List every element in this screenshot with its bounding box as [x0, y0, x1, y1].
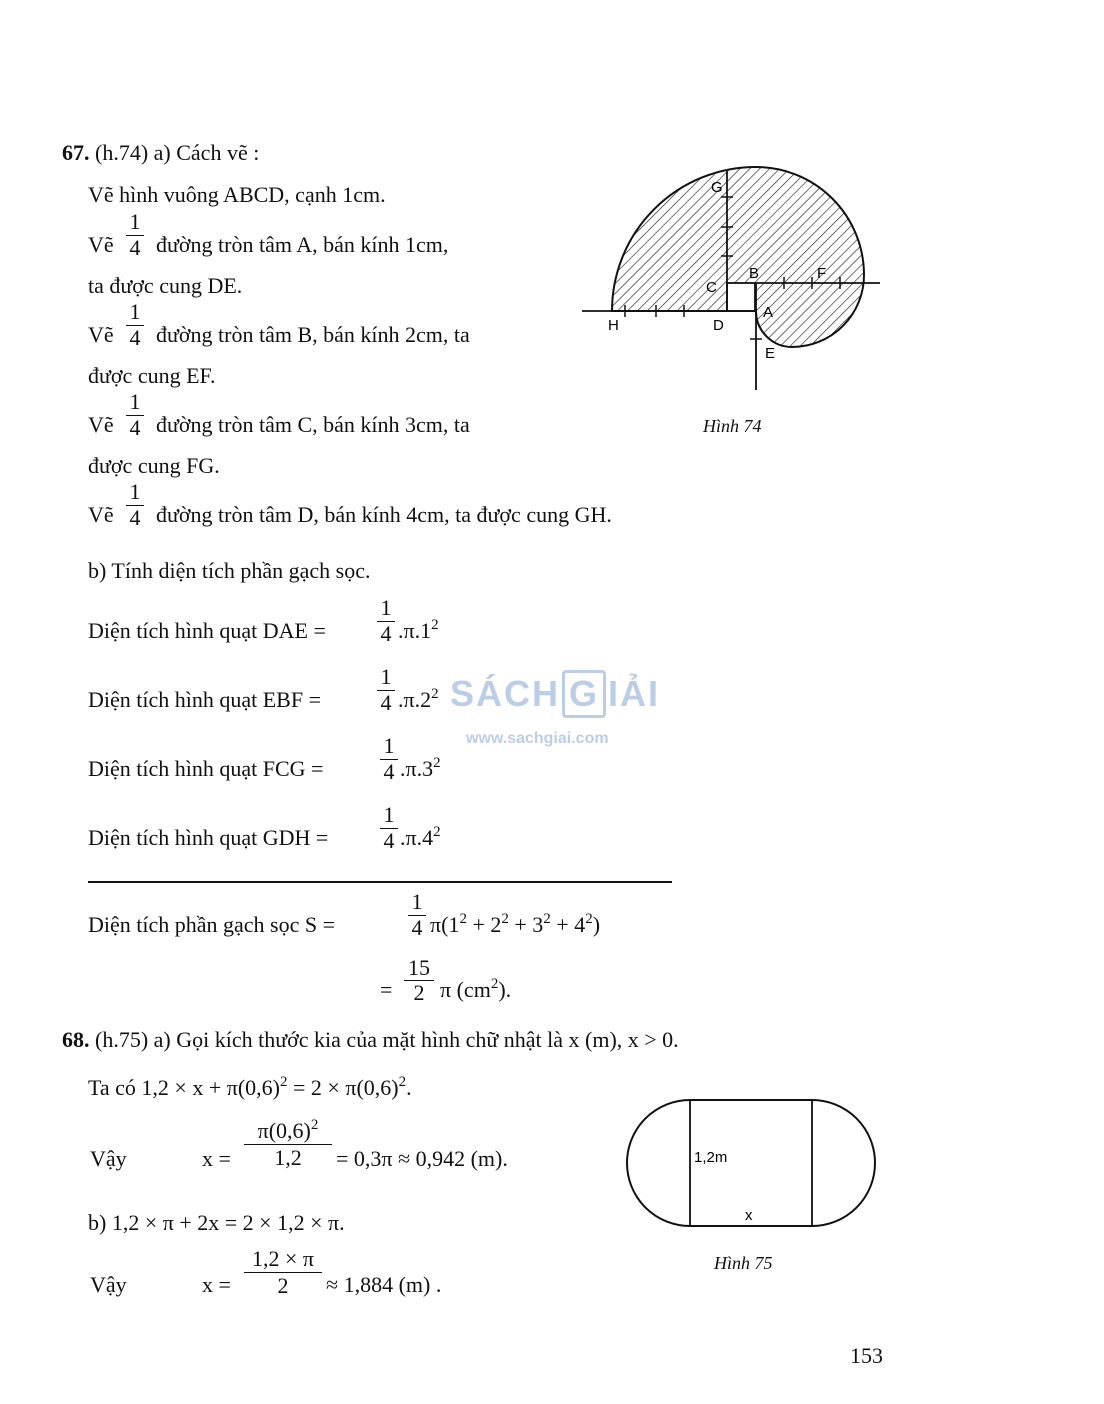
- vay-2: Vậy: [90, 1272, 127, 1297]
- problem-68-heading: [62, 1027, 679, 1053]
- area-fcg-label: Diện tích hình quạt FCG =: [88, 756, 324, 781]
- label-f: F: [817, 265, 827, 282]
- watermark-title-g: G: [562, 670, 606, 718]
- step-5-text: đường tròn tâm D, bán kính 4cm, ta được cung GH.: [156, 502, 612, 527]
- equation-1: [88, 1075, 412, 1101]
- exponent: 2: [501, 911, 509, 927]
- x-equals-2: x =: [202, 1272, 231, 1297]
- result-end: ).: [498, 977, 512, 1002]
- square-abcd: [727, 283, 755, 311]
- exponent: 2: [431, 686, 439, 702]
- label-x: x: [745, 1207, 753, 1224]
- eq1-end: .: [406, 1075, 412, 1100]
- label-h: H: [608, 317, 619, 334]
- result-x-a: = 0,3π ≈ 0,942 (m).: [336, 1146, 508, 1171]
- step-3-fraction: [124, 300, 146, 350]
- exponent: 2: [280, 1074, 288, 1090]
- exponent: 2: [433, 755, 441, 771]
- exponent: 2: [398, 1074, 407, 1090]
- step-4-fraction: [124, 390, 146, 440]
- fraction-numerator: 1: [383, 733, 395, 758]
- label-e: E: [765, 345, 776, 362]
- exponent: 2: [433, 824, 441, 840]
- part-b-equation: b) 1,2 × π + 2x = 2 × 1,2 × π.: [88, 1210, 345, 1235]
- step-5-fraction: [124, 480, 146, 530]
- fraction-denominator: 2: [277, 1273, 289, 1298]
- figure-75: [620, 1094, 884, 1234]
- step-4-text: đường tròn tâm C, bán kính 3cm, ta: [156, 412, 470, 437]
- problem-68-number: 68.: [62, 1027, 90, 1052]
- x-equals-1: x =: [202, 1146, 231, 1171]
- total-open: π(1: [430, 912, 460, 937]
- step-3-text: đường tròn tâm B, bán kính 2cm, ta: [156, 322, 470, 347]
- page-number: 153: [850, 1343, 883, 1368]
- area-fcg-tail: [400, 756, 441, 782]
- fraction-numerator: π(0,6): [257, 1118, 311, 1143]
- problem-67-heading: [62, 140, 259, 166]
- fraction-numerator: 1: [129, 209, 141, 234]
- fraction-denominator: 4: [129, 235, 141, 260]
- fraction-x-b: [244, 1246, 322, 1299]
- watermark-url: www.sachgiai.com: [466, 730, 609, 747]
- problem-67-number: 67.: [62, 140, 90, 165]
- total-close: ): [592, 912, 601, 937]
- label-b: B: [749, 265, 760, 282]
- result-tail: [440, 977, 511, 1003]
- exponent: 2: [431, 617, 439, 633]
- total-area-fraction: [406, 890, 428, 940]
- hatched-spiral-region: [612, 167, 864, 347]
- fraction-numerator: 1: [129, 299, 141, 324]
- fraction-denominator: 4: [129, 505, 141, 530]
- total-term-2: + 2: [472, 912, 502, 937]
- vay-1: Vậy: [90, 1146, 127, 1171]
- area-gdh-fraction: [378, 803, 400, 853]
- area-gdh-label: Diện tích hình quạt GDH =: [88, 825, 329, 850]
- label-c: C: [706, 279, 717, 296]
- result-fraction: [404, 956, 434, 1005]
- fraction-numerator: 15: [408, 955, 430, 980]
- label-a: A: [763, 304, 774, 321]
- figure-74-caption: Hình 74: [703, 416, 762, 436]
- label-d: D: [713, 317, 724, 334]
- exponent: 2: [543, 911, 551, 927]
- exponent: 2: [585, 911, 593, 927]
- step-2-text: đường tròn tâm A, bán kính 1cm,: [156, 232, 449, 257]
- watermark-logo: [450, 670, 660, 718]
- label-g: G: [711, 179, 723, 196]
- step-2-text-cont: ta được cung DE.: [88, 273, 243, 298]
- area-ebf-tail: [398, 687, 439, 713]
- dae-tail-text: .π.1: [398, 618, 432, 643]
- fraction-denominator: 4: [383, 828, 395, 853]
- sum-divider-line: [88, 881, 672, 883]
- fraction-denominator: 4: [380, 621, 392, 646]
- area-dae-tail: [398, 618, 439, 644]
- fraction-denominator: 4: [411, 915, 423, 940]
- figure-74: [570, 160, 890, 400]
- label-height: 1,2m: [694, 1149, 728, 1166]
- problem-68-header: (h.75) a) Gọi kích thước kia của mặt hình chữ nhật là x (m), x > 0.: [95, 1027, 679, 1052]
- result-equals: =: [380, 977, 393, 1002]
- step-3-text-cont: được cung EF.: [88, 363, 216, 388]
- fraction-denominator: 2: [413, 980, 425, 1005]
- exponent: 2: [310, 1117, 319, 1133]
- area-fcg-fraction: [378, 734, 400, 784]
- fraction-numerator: 1: [411, 889, 423, 914]
- step-1: Vẽ hình vuông ABCD, cạnh 1cm.: [88, 182, 386, 207]
- ebf-tail-text: .π.2: [398, 687, 432, 712]
- step-3-ve: Vẽ: [88, 322, 114, 347]
- exponent: 2: [490, 976, 499, 992]
- fraction-numerator: 1: [129, 479, 141, 504]
- step-5-ve: Vẽ: [88, 502, 114, 527]
- watermark-title-left: SÁCH: [450, 673, 561, 714]
- fraction-denominator: 1,2: [274, 1145, 302, 1170]
- fraction-numerator: 1,2 × π: [251, 1246, 314, 1271]
- fraction-denominator: 4: [129, 415, 141, 440]
- step-2-ve: Vẽ: [88, 232, 114, 257]
- total-area-label: Diện tích phần gạch sọc S =: [88, 912, 336, 937]
- step-4-text-cont: được cung FG.: [88, 453, 220, 478]
- area-ebf-fraction: [375, 665, 397, 715]
- step-4-ve: Vẽ: [88, 412, 114, 437]
- watermark-title-right: IẢI: [608, 673, 661, 714]
- exponent: 2: [459, 911, 467, 927]
- area-gdh-tail: [400, 825, 441, 851]
- fraction-numerator: 1: [129, 389, 141, 414]
- problem-67-header: (h.74) a) Cách vẽ :: [95, 140, 260, 165]
- total-area-expression: [430, 912, 600, 938]
- area-dae-label: Diện tích hình quạt DAE =: [88, 618, 326, 643]
- figure-75-caption: Hình 75: [714, 1253, 773, 1273]
- eq1-left: Ta có 1,2 × x + π(0,6): [88, 1075, 281, 1100]
- step-2-fraction: [124, 210, 146, 260]
- fraction-x-a: [244, 1118, 332, 1171]
- area-ebf-label: Diện tích hình quạt EBF =: [88, 687, 321, 712]
- result-unit: π (cm: [440, 977, 491, 1002]
- gdh-tail-text: .π.4: [400, 825, 434, 850]
- area-dae-fraction: [375, 596, 397, 646]
- fcg-tail-text: .π.3: [400, 756, 434, 781]
- fraction-denominator: 4: [383, 759, 395, 784]
- fraction-denominator: 4: [129, 325, 141, 350]
- fraction-numerator: 1: [380, 664, 392, 689]
- total-term-3: + 3: [514, 912, 544, 937]
- fraction-numerator: 1: [380, 595, 392, 620]
- eq1-right: = 2 × π(0,6): [293, 1075, 399, 1100]
- part-b-heading: b) Tính diện tích phần gạch sọc.: [88, 558, 371, 583]
- total-term-4: + 4: [556, 912, 586, 937]
- result-x-b: ≈ 1,884 (m) .: [326, 1272, 442, 1297]
- fraction-denominator: 4: [380, 690, 392, 715]
- fraction-numerator: 1: [383, 802, 395, 827]
